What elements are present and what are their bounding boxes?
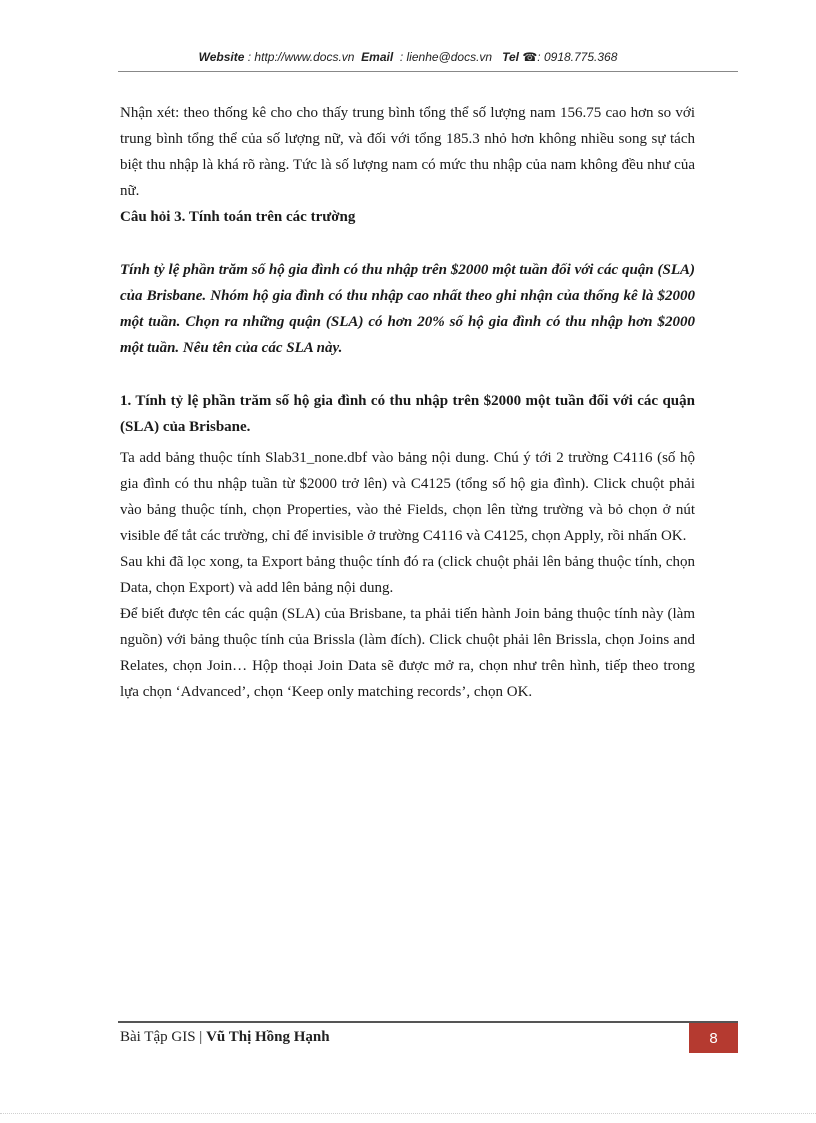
phone-icon: ☎ bbox=[522, 50, 538, 64]
page-header bbox=[0, 50, 816, 64]
paragraph-join: Để biết được tên các quận (SLA) của Brisbane, ta phải tiến hành Join bảng thuộc tính này (làm nguồn) với bảng thuộc tính của Brissla (làm đích). Click chuột phải lên Brissla, chọn Joins and Relates, chọn Join… Hộp thoại Join Data sẽ được mở ra, chọn như trên hình, tiếp theo trong lựa chọn ‘Advanced’, chọn ‘Keep only matching records’, chọn OK. bbox=[120, 606, 695, 700]
paragraph-export: Sau khi đã lọc xong, ta Export bảng thuộc tính đó ra (click chuột phải lên bảng thuộc tính, chọn Data, chọn Export) và add lên bảng nội dung. bbox=[120, 554, 695, 596]
paragraph-add-table: Ta add bảng thuộc tính Slab31_none.dbf vào bảng nội dung. Chú ý tới 2 trường C4116 (số hộ gia đình có thu nhập tuần từ $2000 trở lên) và C4125 (tổng số hộ gia đình). Click chuột phải vào bảng thuộc tính, chọn Properties, vào thẻ Fields, chọn lên từng trường và bỏ chọn ở nút visible để tắt các trường, chỉ để invisible ở trường C4116 và C4125, chọn Apply, rồi nhấn OK. bbox=[120, 450, 695, 544]
website-url: : http://www.docs.vn bbox=[247, 50, 355, 64]
page-edge bbox=[0, 1113, 816, 1114]
footer-divider bbox=[118, 1021, 738, 1023]
website-label: Website bbox=[198, 50, 245, 64]
page-body bbox=[120, 100, 695, 705]
tel-label: Tel bbox=[502, 50, 519, 64]
question-body: Tính tỷ lệ phần trăm số hộ gia đình có thu nhập trên $2000 một tuần đối với các quận (SLA) của Brisbane. Nhóm hộ gia đình có thu nhập cao nhất theo ghi nhận của thống kê là $2000 một tuần. Chọn ra những quận (SLA) có hơn 20% số hộ gia đình có thu nhập hơn $2000 một tuần. Nêu tên của các SLA này. bbox=[120, 262, 695, 356]
footer-course: Bài Tập GIS | bbox=[120, 1029, 203, 1045]
header-divider bbox=[118, 71, 738, 72]
page-footer bbox=[120, 1029, 330, 1046]
footer-author: Vũ Thị Hồng Hạnh bbox=[206, 1029, 330, 1045]
page-number-badge: 8 bbox=[689, 1023, 738, 1053]
tel-value: : 0918.775.368 bbox=[537, 50, 618, 64]
email-label: Email bbox=[361, 50, 394, 64]
step1-heading: 1. Tính tỷ lệ phần trăm số hộ gia đình có thu nhập trên $2000 một tuần đối với các quận (SLA) của Brisbane. bbox=[120, 393, 695, 435]
question-heading: Câu hỏi 3. Tính toán trên các trường bbox=[120, 209, 356, 225]
email-value: : lienhe@docs.vn bbox=[399, 50, 493, 64]
paragraph-remark: Nhận xét: theo thống kê cho cho thấy trung bình tổng thể số lượng nam 156.75 cao hơn so với trung bình tổng thể của số lượng nữ, và đối với tổng 185.3 nhỏ hơn không nhiều song sự tách biệt thu nhập là khá rõ ràng. Tức là số lượng nam có mức thu nhập của nam không đều như của nữ. bbox=[120, 105, 695, 199]
